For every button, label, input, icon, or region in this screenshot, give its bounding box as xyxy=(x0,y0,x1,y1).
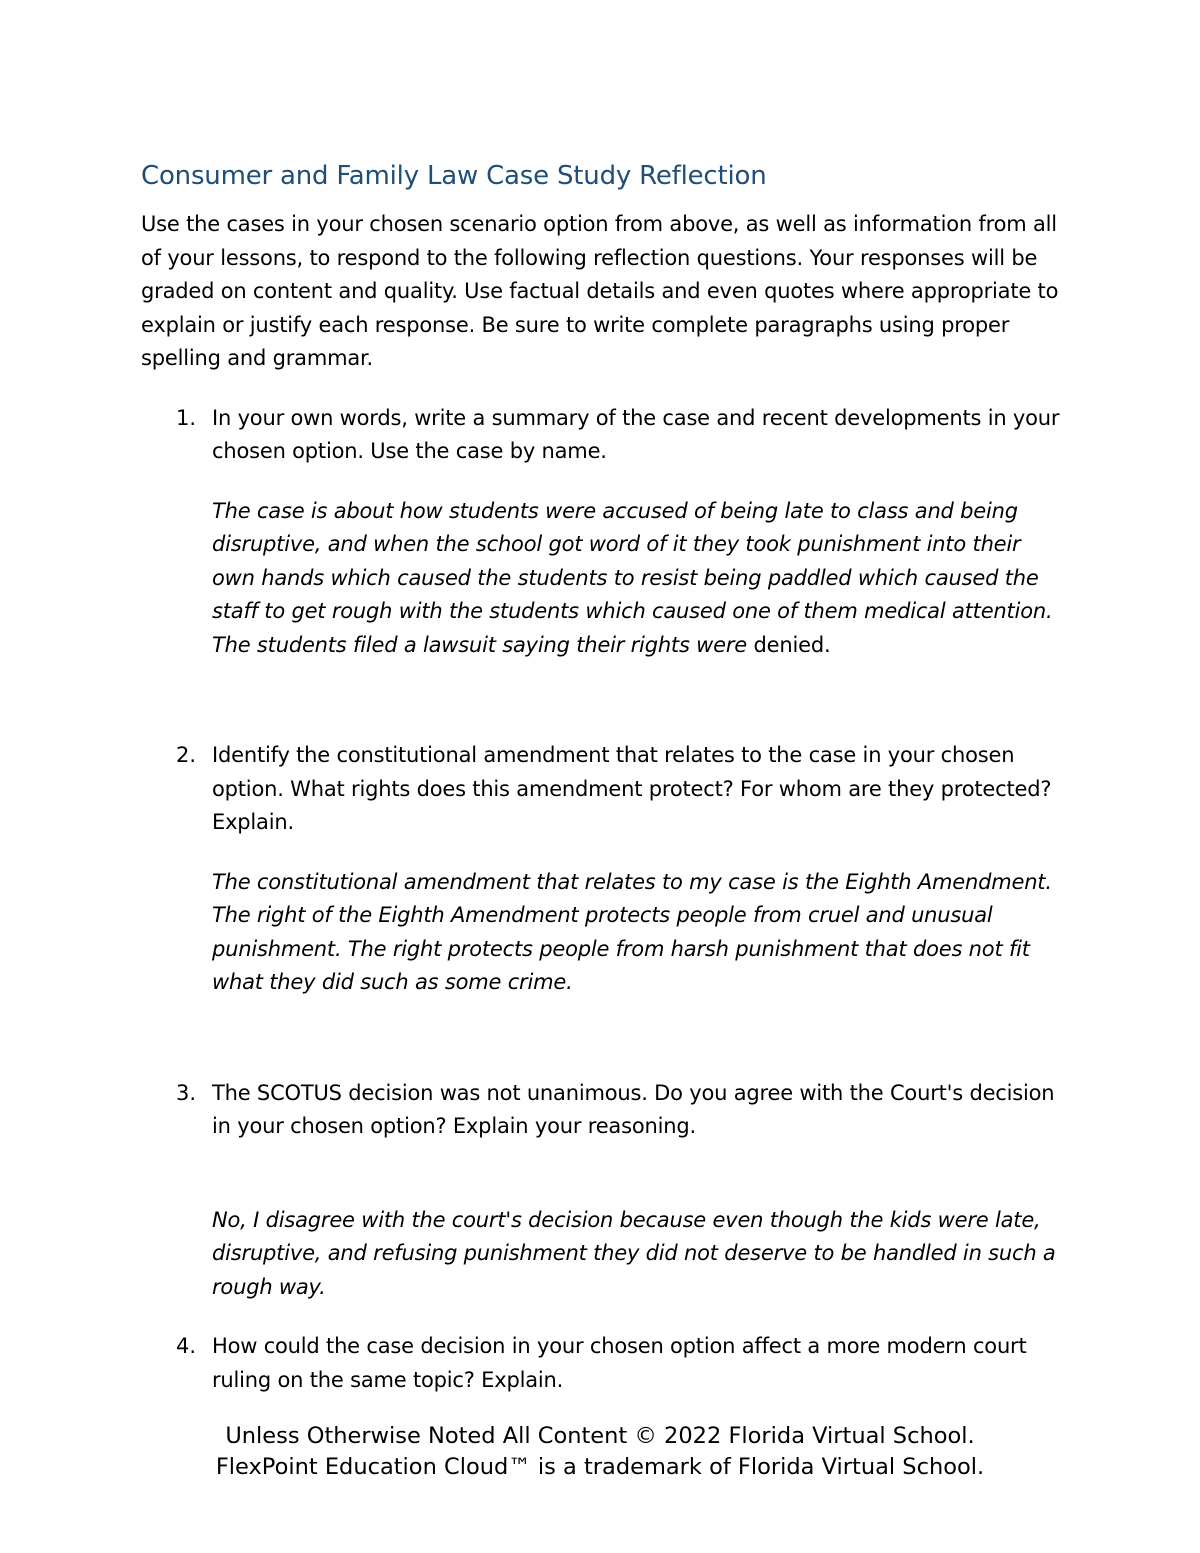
question-item xyxy=(141,1077,1061,1305)
question-text: In your own words, write a summary of the case and recent developments in your chosen option. Use the case by name. xyxy=(212,405,1060,463)
question-number: 4. xyxy=(176,1334,197,1358)
question-list xyxy=(141,402,1061,1398)
answer-italic-text: The case is about how students were accused of being late to class and being disruptive, and when the school got word of it they took punishment into their own hands which caused the students to resist being paddled which caused the staff to get rough with the students which caused one of them medical attention. The students filed a lawsuit saying their rights were xyxy=(212,498,1053,657)
instructions-paragraph: Use the cases in your chosen scenario option from above, as well as information from all of your lessons, to respond to the following reflection questions. Your responses will be graded on content and quality. Use factual details and even quotes where appropriate to explain or justify each response. Be sure to write complete paragraphs using proper spelling and grammar. xyxy=(141,212,1059,370)
question-text: How could the case decision in your chosen option affect a more modern court ruling on the same topic? Explain. xyxy=(212,1334,1027,1392)
answer-italic-text: No, I disagree with the court's decision because even though the kids were late, disruptive, and refusing punishment they did not deserve to be handled in such a rough way. xyxy=(212,1207,1056,1299)
question-number: 3. xyxy=(176,1080,197,1105)
question-text: The SCOTUS decision was not unanimous. Do you agree with the Court's decision in your chosen option? Explain your reasoning. xyxy=(212,1080,1055,1138)
question-text: Identify the constitutional amendment that relates to the case in your chosen option. What rights does this amendment protect? For whom are they protected? Explain. xyxy=(212,743,1052,834)
trademark-line: FlexPoint Education Cloud™ is a trademark of Florida Virtual School. xyxy=(215,1454,985,1480)
answer-italic-text: The constitutional amendment that relates to my case is the Eighth Amendment. The right of the Eighth Amendment protects people from cruel and unusual punishment. The right protects people from harsh punishment that does not fit what they did such as some crime. xyxy=(212,869,1052,994)
question-item xyxy=(141,402,1061,663)
answer-text xyxy=(212,866,1061,1000)
answer-tail-text: denied. xyxy=(747,632,831,657)
document-title: Consumer and Family Law Case Study Reflection xyxy=(141,161,767,191)
answer-text xyxy=(212,1204,1061,1305)
answer-text xyxy=(212,495,1061,663)
document-body xyxy=(141,158,1061,1397)
copyright-line: Unless Otherwise Noted All Content © 2022 Florida Virtual School. xyxy=(225,1423,975,1449)
question-number: 1. xyxy=(176,405,197,430)
question-number: 2. xyxy=(176,743,197,767)
question-item xyxy=(141,1330,1061,1397)
copyright-footer xyxy=(0,1421,1200,1483)
question-item xyxy=(141,739,1061,1000)
